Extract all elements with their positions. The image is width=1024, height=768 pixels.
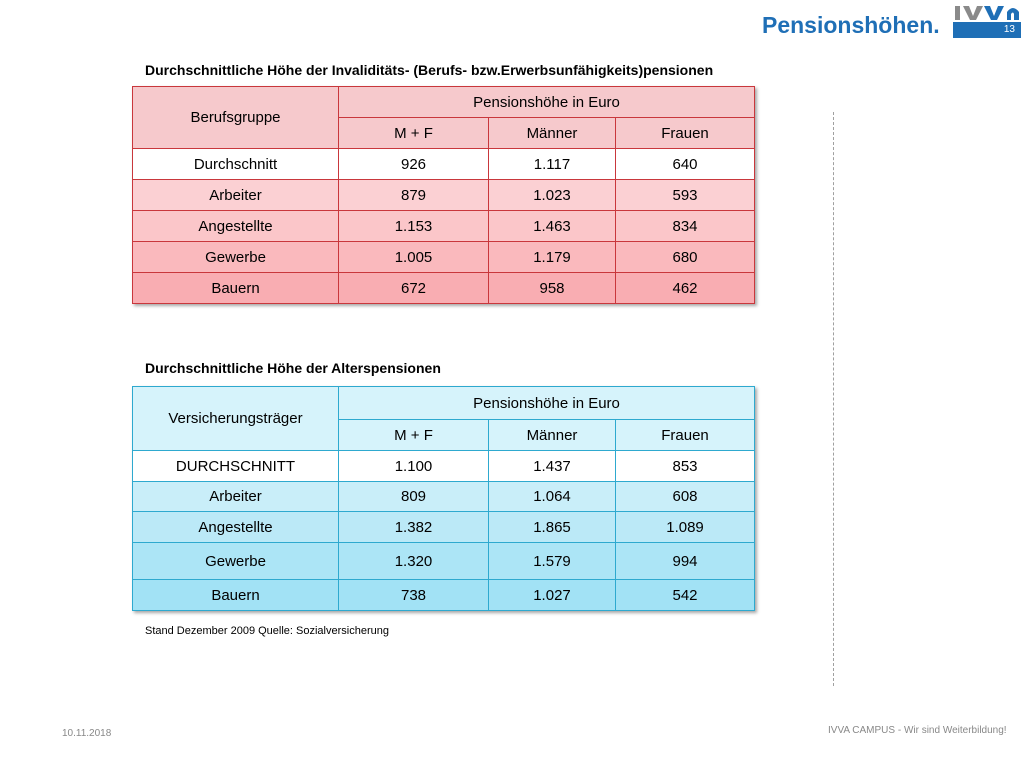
header-frauen: Frauen	[616, 420, 755, 451]
table-row	[133, 543, 755, 580]
source-footnote: Stand Dezember 2009 Quelle: Sozialversicherung	[145, 625, 389, 637]
page-title: Pensionshöhen.	[762, 12, 940, 38]
header-berufsgruppe: Berufsgruppe	[133, 87, 339, 149]
row-label: Bauern	[133, 580, 339, 611]
cell-maenner: 1.179	[489, 242, 616, 273]
old-age-pension-table	[132, 386, 755, 611]
cell-mf: 809	[339, 482, 489, 512]
cell-mf: 738	[339, 580, 489, 611]
cell-maenner: 1.437	[489, 451, 616, 482]
invalidity-pension-table	[132, 86, 755, 304]
cell-mf: 672	[339, 273, 489, 304]
table-row	[133, 211, 755, 242]
table-row	[133, 273, 755, 304]
cell-frauen: 994	[616, 543, 755, 580]
cell-maenner: 1.023	[489, 180, 616, 211]
row-label: Arbeiter	[133, 482, 339, 512]
cell-frauen: 640	[616, 149, 755, 180]
table2-title: Durchschnittliche Höhe der Alterspensionen	[145, 360, 441, 376]
cell-maenner: 1.579	[489, 543, 616, 580]
cell-mf: 1.005	[339, 242, 489, 273]
dashed-divider	[833, 112, 834, 686]
cell-frauen: 542	[616, 580, 755, 611]
header-pension-amount: Pensionshöhe in Euro	[339, 387, 755, 420]
cell-mf: 1.382	[339, 512, 489, 543]
cell-frauen: 462	[616, 273, 755, 304]
cell-mf: 1.100	[339, 451, 489, 482]
cell-mf: 1.320	[339, 543, 489, 580]
row-label: Gewerbe	[133, 543, 339, 580]
table-row	[133, 180, 755, 211]
table-row	[133, 580, 755, 611]
cell-maenner: 1.463	[489, 211, 616, 242]
page-number: 13	[953, 22, 1021, 38]
table-row	[133, 512, 755, 543]
table-row	[133, 242, 755, 273]
cell-mf: 879	[339, 180, 489, 211]
row-label: Durchschnitt	[133, 149, 339, 180]
cell-maenner: 1.027	[489, 580, 616, 611]
footer-tagline: IVVA CAMPUS - Wir sind Weiterbildung!	[828, 725, 1007, 736]
header-maenner: Männer	[489, 420, 616, 451]
header-maenner: Männer	[489, 118, 616, 149]
cell-maenner: 1.064	[489, 482, 616, 512]
cell-frauen: 853	[616, 451, 755, 482]
row-label: Bauern	[133, 273, 339, 304]
cell-maenner: 1.865	[489, 512, 616, 543]
cell-mf: 926	[339, 149, 489, 180]
row-label: Gewerbe	[133, 242, 339, 273]
cell-frauen: 1.089	[616, 512, 755, 543]
row-label: DURCHSCHNITT	[133, 451, 339, 482]
header-mf: M + F	[339, 420, 489, 451]
footer-date: 10.11.2018	[62, 728, 112, 739]
cell-frauen: 834	[616, 211, 755, 242]
cell-mf: 1.153	[339, 211, 489, 242]
row-label: Arbeiter	[133, 180, 339, 211]
table1-title: Durchschnittliche Höhe der Invaliditäts- (Berufs- bzw.Erwerbsunfähigkeits)pensionen	[145, 62, 714, 78]
cell-frauen: 680	[616, 242, 755, 273]
cell-frauen: 608	[616, 482, 755, 512]
header-mf: M + F	[339, 118, 489, 149]
header-pension-amount: Pensionshöhe in Euro	[339, 87, 755, 118]
table-row	[133, 149, 755, 180]
row-label: Angestellte	[133, 211, 339, 242]
table-row	[133, 451, 755, 482]
cell-maenner: 958	[489, 273, 616, 304]
table-row	[133, 482, 755, 512]
header-versicherungstraeger: Versicherungsträger	[133, 387, 339, 451]
cell-frauen: 593	[616, 180, 755, 211]
ivva-logo	[953, 2, 1021, 22]
cell-maenner: 1.117	[489, 149, 616, 180]
header-frauen: Frauen	[616, 118, 755, 149]
row-label: Angestellte	[133, 512, 339, 543]
